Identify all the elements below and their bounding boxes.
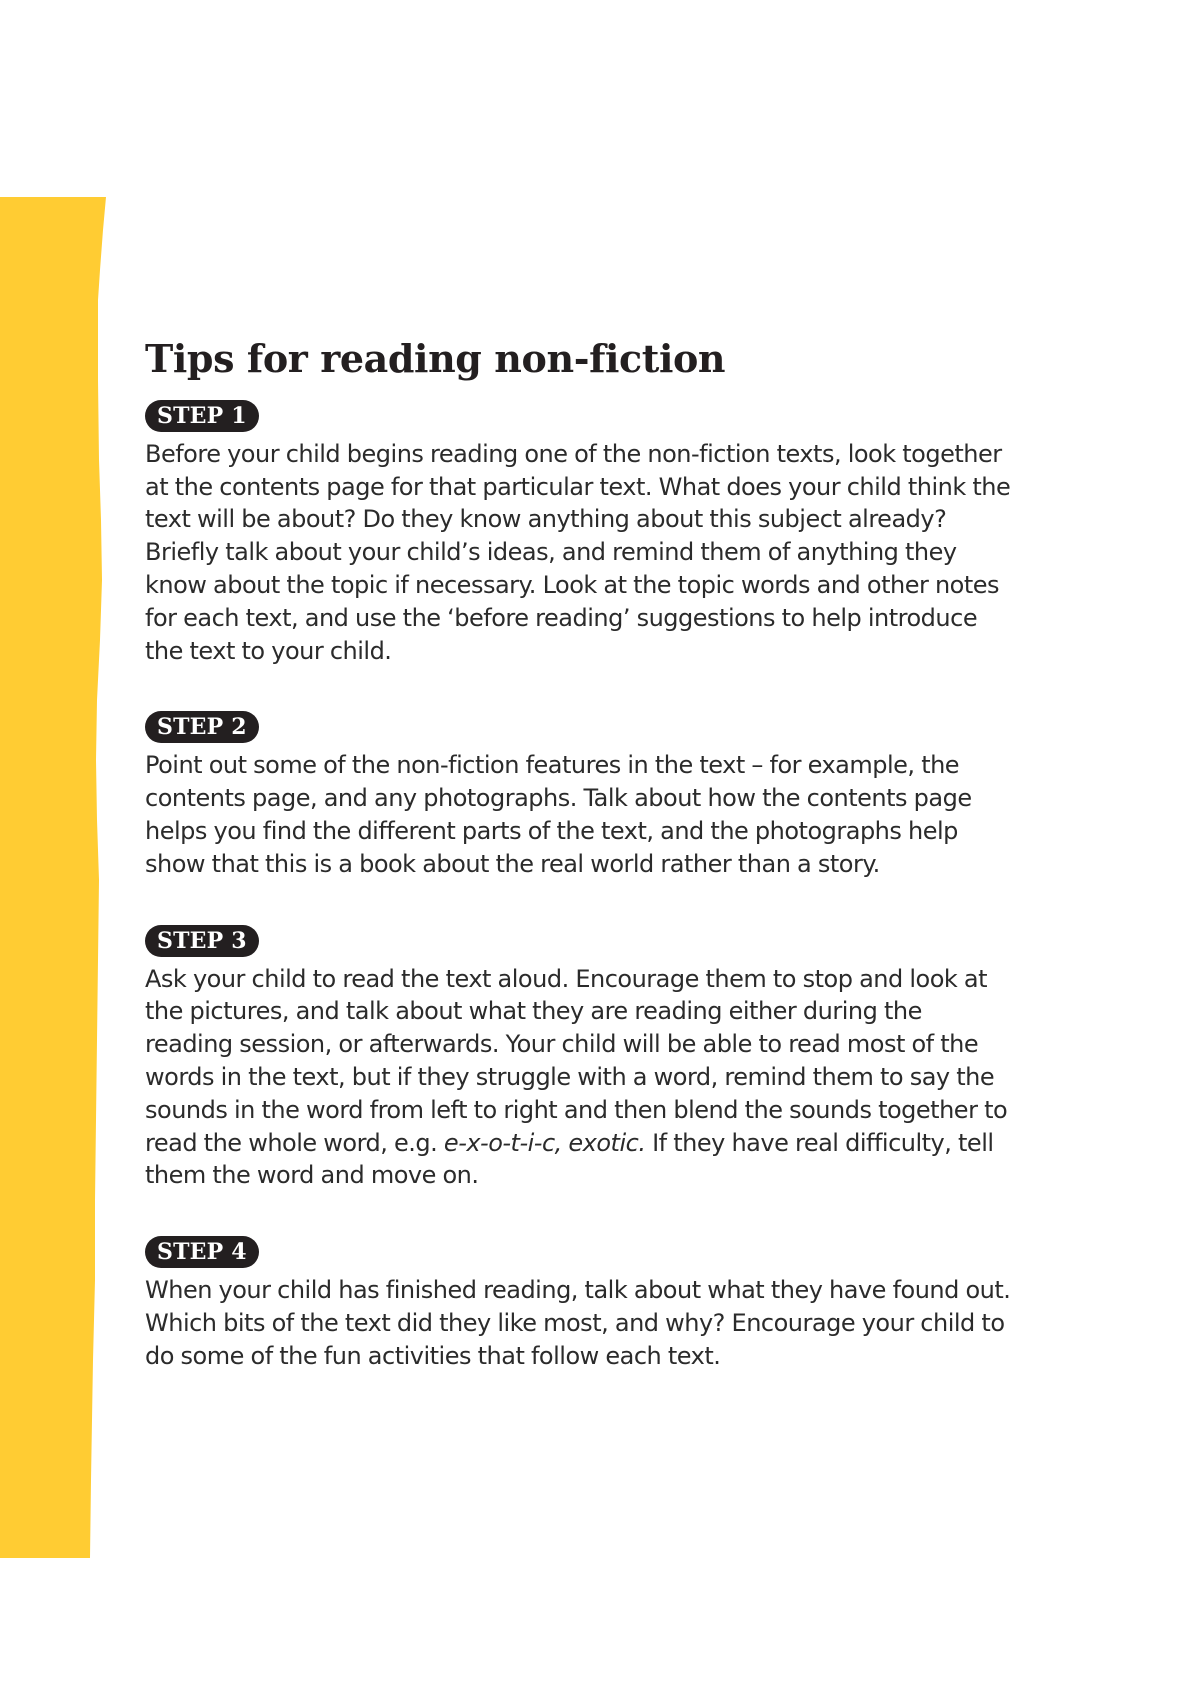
step-text: Point out some of the non-fiction features in the text – for example, the contents page, and any photographs. Talk about how the contents page helps you find the different parts of the text, and the photographs help show that this is a book about the real world rather than a story. [145,751,972,878]
example-word: e-x-o-t-i-c, exotic. [443,1128,646,1157]
step-text: When your child has finished reading, talk about what they have found out. Which bits of the text did they like most, and why? Encourage your child to do some of the fun activities that follow each text. [145,1276,1011,1370]
step-4 [145,1236,1015,1372]
step-2 [145,711,1015,880]
step-badge: STEP 1 [145,400,259,432]
step-text-main: Ask your child to read the text aloud. Encourage them to stop and look at the pictures, and talk about what they are reading either during the reading session, or afterwards. Your child will be able to read most of the words in the text, but if they struggle with a word, remind them to say the sounds in the word from left to right and then blend the sounds together to read the whole word, e.g. [145,964,1008,1157]
step-text: Before your child begins reading one of the non-fiction texts, look together at the contents page for that particular text. What does your child think the text will be about? Do they know anything about this subject already? Briefly talk about your child’s ideas, and remind them of anything they know about the topic if necessary. Look at the topic words and other notes for each text, and use the ‘before reading’ suggestions to help introduce the text to your child. [145,439,1011,665]
tips-content [145,338,1015,1373]
page-title: Tips for reading non-fiction [145,336,726,381]
step-text-end: If they have real difficulty, tell them the word and move on. [145,1128,994,1190]
step-badge: STEP 3 [145,925,259,957]
step-text [145,963,1015,1193]
step-3 [145,925,1015,1193]
step-1 [145,400,1015,668]
step-badge: STEP 2 [145,711,259,743]
step-badge: STEP 4 [145,1236,259,1268]
